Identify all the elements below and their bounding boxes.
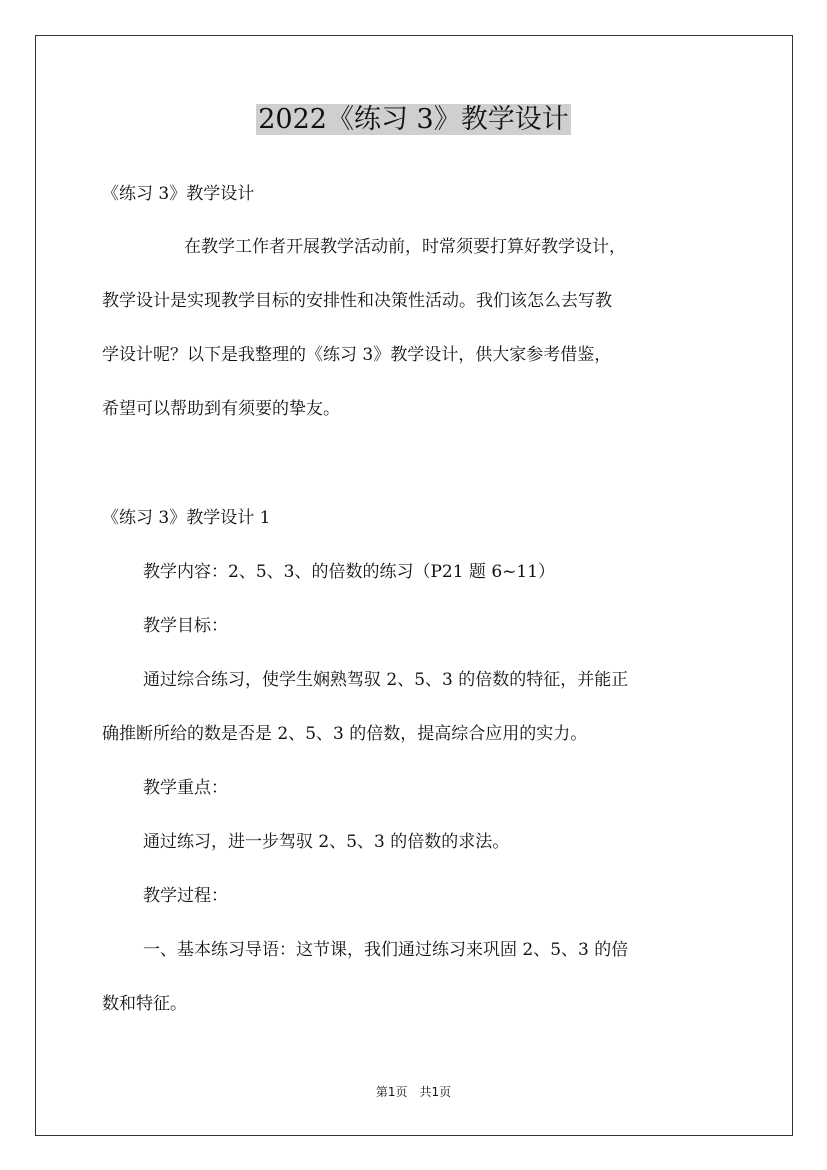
intro-line-2: 教学设计是实现教学目标的安排性和决策性活动。我们该怎么去写教 [102,291,612,311]
body-line-3: 通过综合练习，使学生娴熟驾驭 2、5、3 的倍数的特征，并能正 [143,670,629,690]
body-line-9: 数和特征。 [102,994,187,1014]
page-footer: 第1页 共1页 [375,1085,452,1099]
intro-line-1: 在教学工作者开展教学活动前，时常须要打算好教学设计， [184,237,626,257]
document-title [0,98,827,142]
intro-line-3: 学设计呢？以下是我整理的《练习 3》教学设计，供大家参考借鉴， [102,345,612,365]
body-line-7: 教学过程： [143,886,228,906]
body-line-8: 一、基本练习导语：这节课，我们通过练习来巩固 2、5、3 的倍 [143,940,629,960]
intro-line-4: 希望可以帮助到有须要的挚友。 [102,399,340,419]
body-line-6: 通过练习，进一步驾驭 2、5、3 的倍数的求法。 [143,832,510,852]
body-line-2: 教学目标： [143,616,228,636]
body-line-1: 教学内容：2、5、3、的倍数的练习（P21 题 6~11） [143,562,556,582]
document-title-text: 2022《练习 3》教学设计 [258,104,569,135]
section-heading: 《练习 3》教学设计 1 [102,508,271,528]
body-line-4: 确推断所给的数是否是 2、5、3 的倍数，提高综合应用的实力。 [102,724,588,744]
document-subtitle: 《练习 3》教学设计 [102,184,255,204]
body-line-5: 教学重点： [143,778,228,798]
